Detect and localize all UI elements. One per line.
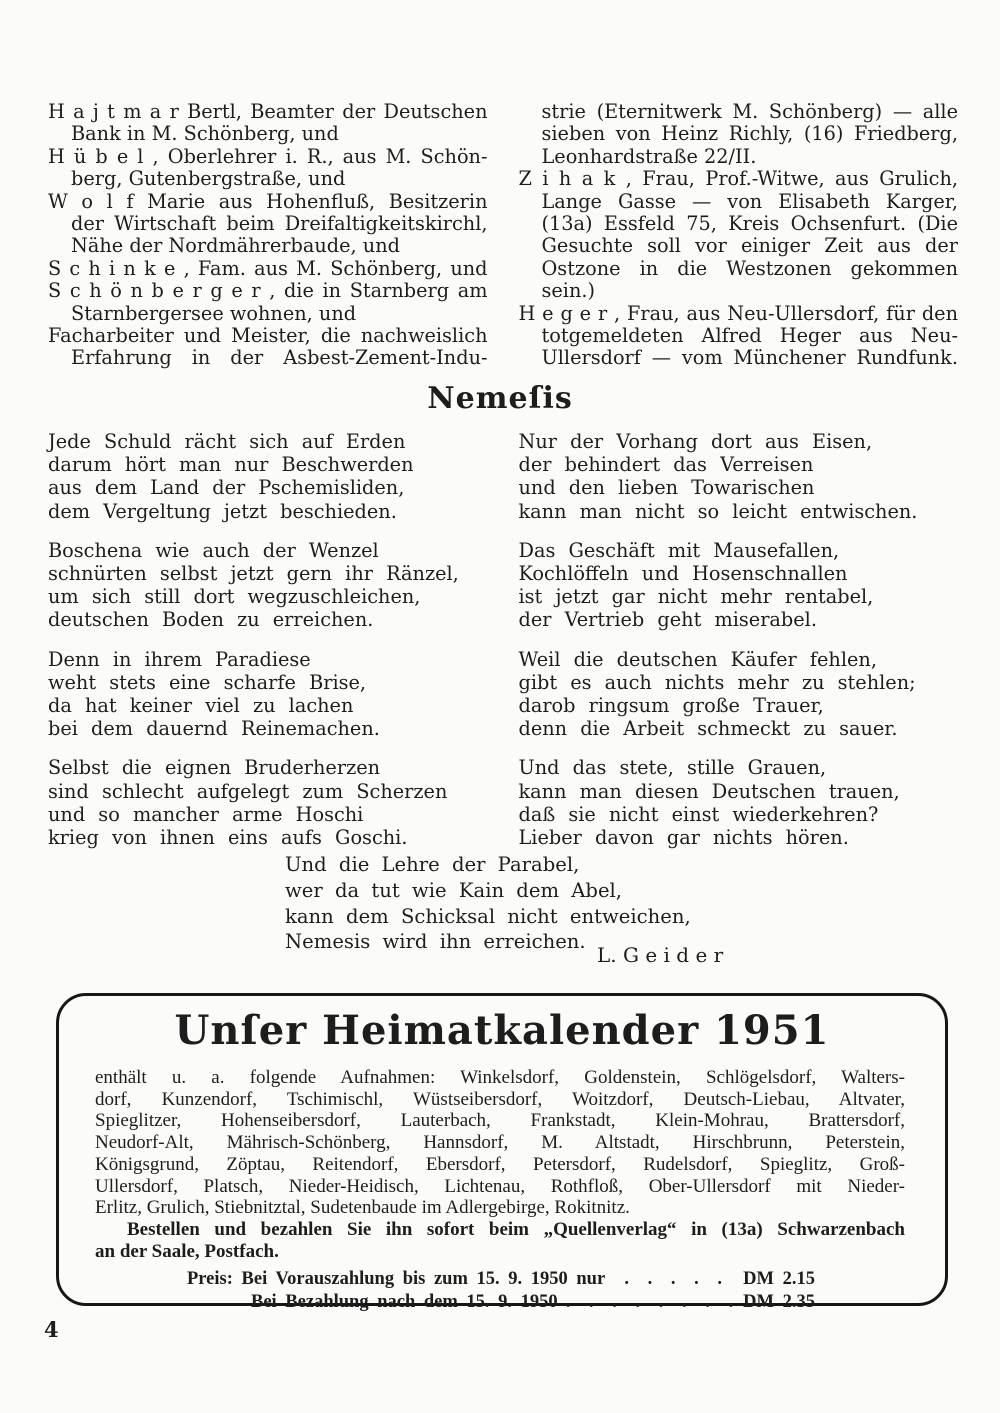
poem-line: kann man diesen Deutschen trauen, bbox=[518, 779, 900, 803]
price-leader-dots: . . . . . bbox=[624, 1269, 724, 1290]
poem-line: darum hört man nur Beschwerden bbox=[48, 453, 414, 477]
poem-line: Boschena wie auch der Wenzel bbox=[48, 538, 379, 562]
poem-line: ist jetzt gar nicht mehr rentabel, bbox=[518, 585, 874, 609]
poem-line: Und das stete, stille Grauen, bbox=[518, 756, 827, 780]
poem-line: bei dem dauernd Reinemachen. bbox=[48, 717, 380, 741]
poem-line: daß sie nicht einst wiederkehren? bbox=[518, 802, 879, 826]
poem-stanza bbox=[48, 756, 488, 849]
text-line: strie (Eternitwerk M. Schönberg) — alle bbox=[541, 100, 958, 123]
poem-line: da hat keiner viel zu lachen bbox=[48, 694, 354, 718]
poem-line: aus dem Land der Pschemisliden, bbox=[48, 476, 405, 500]
poem-line: krieg von ihnen eins aufs Goschi. bbox=[48, 826, 408, 850]
advert-text-line: Bestellen und bezahlen Sie ihn sofort beim „Quellenverlag“ in (13a) Schwarzenbach bbox=[127, 1218, 905, 1240]
poem-line: Kochlöffeln und Hosenschnallen bbox=[518, 562, 848, 586]
poem-line: Nur der Vorhang dort aus Eisen, bbox=[518, 430, 873, 453]
text-line: Facharbeiter und Meister, die nachweislich bbox=[48, 324, 488, 348]
poem-line: Jede Schuld rächt sich auf Erden bbox=[48, 430, 406, 453]
text-line: H ü b e l , Oberlehrer i. R., aus M. Schön- bbox=[48, 144, 488, 168]
poem-right-column bbox=[519, 430, 959, 865]
poem-stanza bbox=[48, 430, 488, 523]
advert-text-line: an der Saale, Postfach. bbox=[95, 1240, 279, 1262]
poem-line: gibt es auch nichts mehr zu stehlen; bbox=[518, 670, 916, 694]
text-line: der Wirtschaft beim Dreifaltigkeitskirchl, bbox=[71, 212, 488, 236]
poem-title: Nemeſis bbox=[427, 381, 573, 416]
text-line: Leonhardstraße 22/II. bbox=[541, 144, 757, 168]
directory-left-column bbox=[48, 101, 488, 370]
poem-line: weht stets eine scharfe Brise, bbox=[48, 670, 367, 694]
advert-text-line: Neudorf-Alt, Mährisch-Schönberg, Hannsdorf, M. Altstadt, Hirschbrunn, Peterstein, bbox=[95, 1132, 905, 1154]
poem-line: Denn in ihrem Paradiese bbox=[48, 647, 311, 671]
poem-line: der Vertrieb geht miserabel. bbox=[518, 608, 817, 632]
search-notices-section bbox=[48, 101, 958, 370]
directory-right-column bbox=[519, 101, 959, 370]
advert-text-line: Erlitz, Grulich, Stiebnitztal, Sudetenbaude im Adlergebirge, Rokitnitz. bbox=[95, 1197, 630, 1219]
poem-line: sind schlecht aufgelegt zum Scherzen bbox=[48, 779, 448, 803]
poem-line: Selbst die eignen Bruderherzen bbox=[48, 756, 381, 780]
poem-line: kann man nicht so leicht entwischen. bbox=[518, 499, 918, 523]
price-value: DM 2.35 bbox=[743, 1292, 815, 1313]
poem-closing-stanza bbox=[285, 852, 691, 955]
text-line: W o l f Marie aus Hohenfluß, Besitzerin bbox=[48, 189, 488, 213]
price-row bbox=[187, 1291, 815, 1314]
text-line: H e g e r , Frau, aus Neu-Ullersdorf, für den bbox=[518, 301, 958, 325]
text-line: Ostzone in die Westzonen gekommen bbox=[541, 256, 958, 280]
text-line: Starnbergersee wohnen, und bbox=[71, 301, 357, 325]
text-line: (13a) Essfeld 75, Kreis Ochsenfurt. (Die bbox=[541, 212, 958, 236]
advert-text-line: Ullersdorf, Platsch, Nieder-Heidisch, Lichtenau, Rothfloß, Ober-Ullersdorf mit Nieder- bbox=[95, 1175, 905, 1197]
poem-line: Und die Lehre der Parabel, bbox=[285, 853, 580, 876]
poem-line: und so mancher arme Hoschi bbox=[48, 802, 364, 826]
poem-line: dem Vergeltung jetzt beschieden. bbox=[48, 499, 397, 523]
text-line: totgemeldeten Alfred Heger aus Neu- bbox=[541, 324, 958, 348]
poem-stanza bbox=[519, 430, 959, 523]
text-line: sieben von Heinz Richly, (16) Friedberg, bbox=[541, 122, 958, 146]
poem-line: schnürten selbst jetzt gern ihr Ränzel, bbox=[48, 562, 459, 586]
poem-line: Lieber davon gar nichts hören. bbox=[518, 826, 849, 850]
advert-text-line: Königsgrund, Zöptau, Reitendorf, Ebersdorf, Petersdorf, Rudelsdorf, Spieglitz, Groß- bbox=[95, 1153, 905, 1175]
text-line: Gesuchte soll vor einiger Zeit aus der bbox=[541, 234, 958, 258]
poem-line: Weil die deutschen Käufer fehlen, bbox=[518, 647, 877, 671]
page-number: 4 bbox=[44, 1317, 59, 1342]
poem-line: deutschen Boden zu erreichen. bbox=[48, 608, 374, 632]
poem-line: wer da tut wie Kain dem Abel, bbox=[285, 878, 623, 902]
text-line: sein.) bbox=[541, 279, 596, 303]
text-line: Z i h a k , Frau, Prof.-Witwe, aus Grulich, bbox=[518, 167, 958, 191]
text-line: S c h i n k e , Fam. aus M. Schönberg, und bbox=[48, 256, 488, 280]
price-leader-dots: . . . . . . . . bbox=[565, 1292, 736, 1313]
advert-box bbox=[56, 993, 948, 1313]
poem-stanza bbox=[519, 539, 959, 632]
poem-line: denn die Arbeit schmeckt zu sauer. bbox=[518, 717, 898, 741]
text-line: Lange Gasse — von Elisabeth Karger, bbox=[541, 189, 958, 213]
text-line: Erfahrung in der Asbest-Zement-Indu- bbox=[71, 346, 488, 370]
text-line: Bank in M. Schönberg, und bbox=[71, 122, 339, 146]
poem-line: der behindert das Verreisen bbox=[518, 453, 814, 477]
poem-line: und den lieben Towarischen bbox=[518, 476, 815, 500]
poem-stanza bbox=[519, 648, 959, 741]
text-line: Nähe der Nordmährerbaude, und bbox=[71, 234, 400, 258]
poem-section bbox=[48, 430, 958, 865]
advert-text-line: Spieglitzer, Hohenseibersdorf, Lauterbach, Frankstadt, Klein-Mohrau, Brattersdorf, bbox=[95, 1110, 905, 1132]
poem-line: um sich still dort wegzuschleichen, bbox=[48, 585, 421, 609]
poem-stanza bbox=[48, 648, 488, 741]
advert-text-line: enthält u. a. folgende Aufnahmen: Winkelsdorf, Goldenstein, Schlögelsdorf, Walters- bbox=[95, 1067, 905, 1088]
price-label: Preis: Bei Vorauszahlung bis zum 15. 9. 1950 nur bbox=[187, 1269, 606, 1290]
text-line: Ullersdorf — vom Münchener Rundfunk. bbox=[541, 346, 958, 370]
advert-body bbox=[95, 1067, 905, 1262]
text-line: S c h ö n b e r g e r , die in Starnberg am bbox=[48, 279, 488, 303]
poem-stanza bbox=[48, 539, 488, 632]
poem-author-signature: L. G e i d e r bbox=[597, 943, 724, 967]
price-row bbox=[187, 1268, 815, 1291]
advert-price-list bbox=[187, 1268, 815, 1314]
price-value: DM 2.15 bbox=[743, 1269, 815, 1290]
price-label: Bei Bezahlung nach dem 15. 9. 1950 bbox=[251, 1292, 558, 1313]
poem-line: darob ringsum große Trauer, bbox=[518, 694, 824, 718]
poem-line: kann dem Schicksal nicht entweichen, bbox=[285, 904, 691, 928]
advert-headline: Unſer Heimatkalender 1951 bbox=[174, 1007, 830, 1054]
poem-line: Nemesis wird ihn erreichen. bbox=[285, 930, 586, 954]
text-line: H a j t m a r Bertl, Beamter der Deutschen bbox=[48, 100, 488, 123]
poem-left-column bbox=[48, 430, 488, 865]
poem-line: Das Geschäft mit Mausefallen, bbox=[518, 538, 840, 562]
text-line: berg, Gutenbergstraße, und bbox=[71, 167, 346, 191]
poem-stanza bbox=[519, 756, 959, 849]
advert-text-line: dorf, Kunzendorf, Tschimischl, Wüstseibersdorf, Woitzdorf, Deutsch-Liebau, Altvater, bbox=[95, 1088, 905, 1110]
